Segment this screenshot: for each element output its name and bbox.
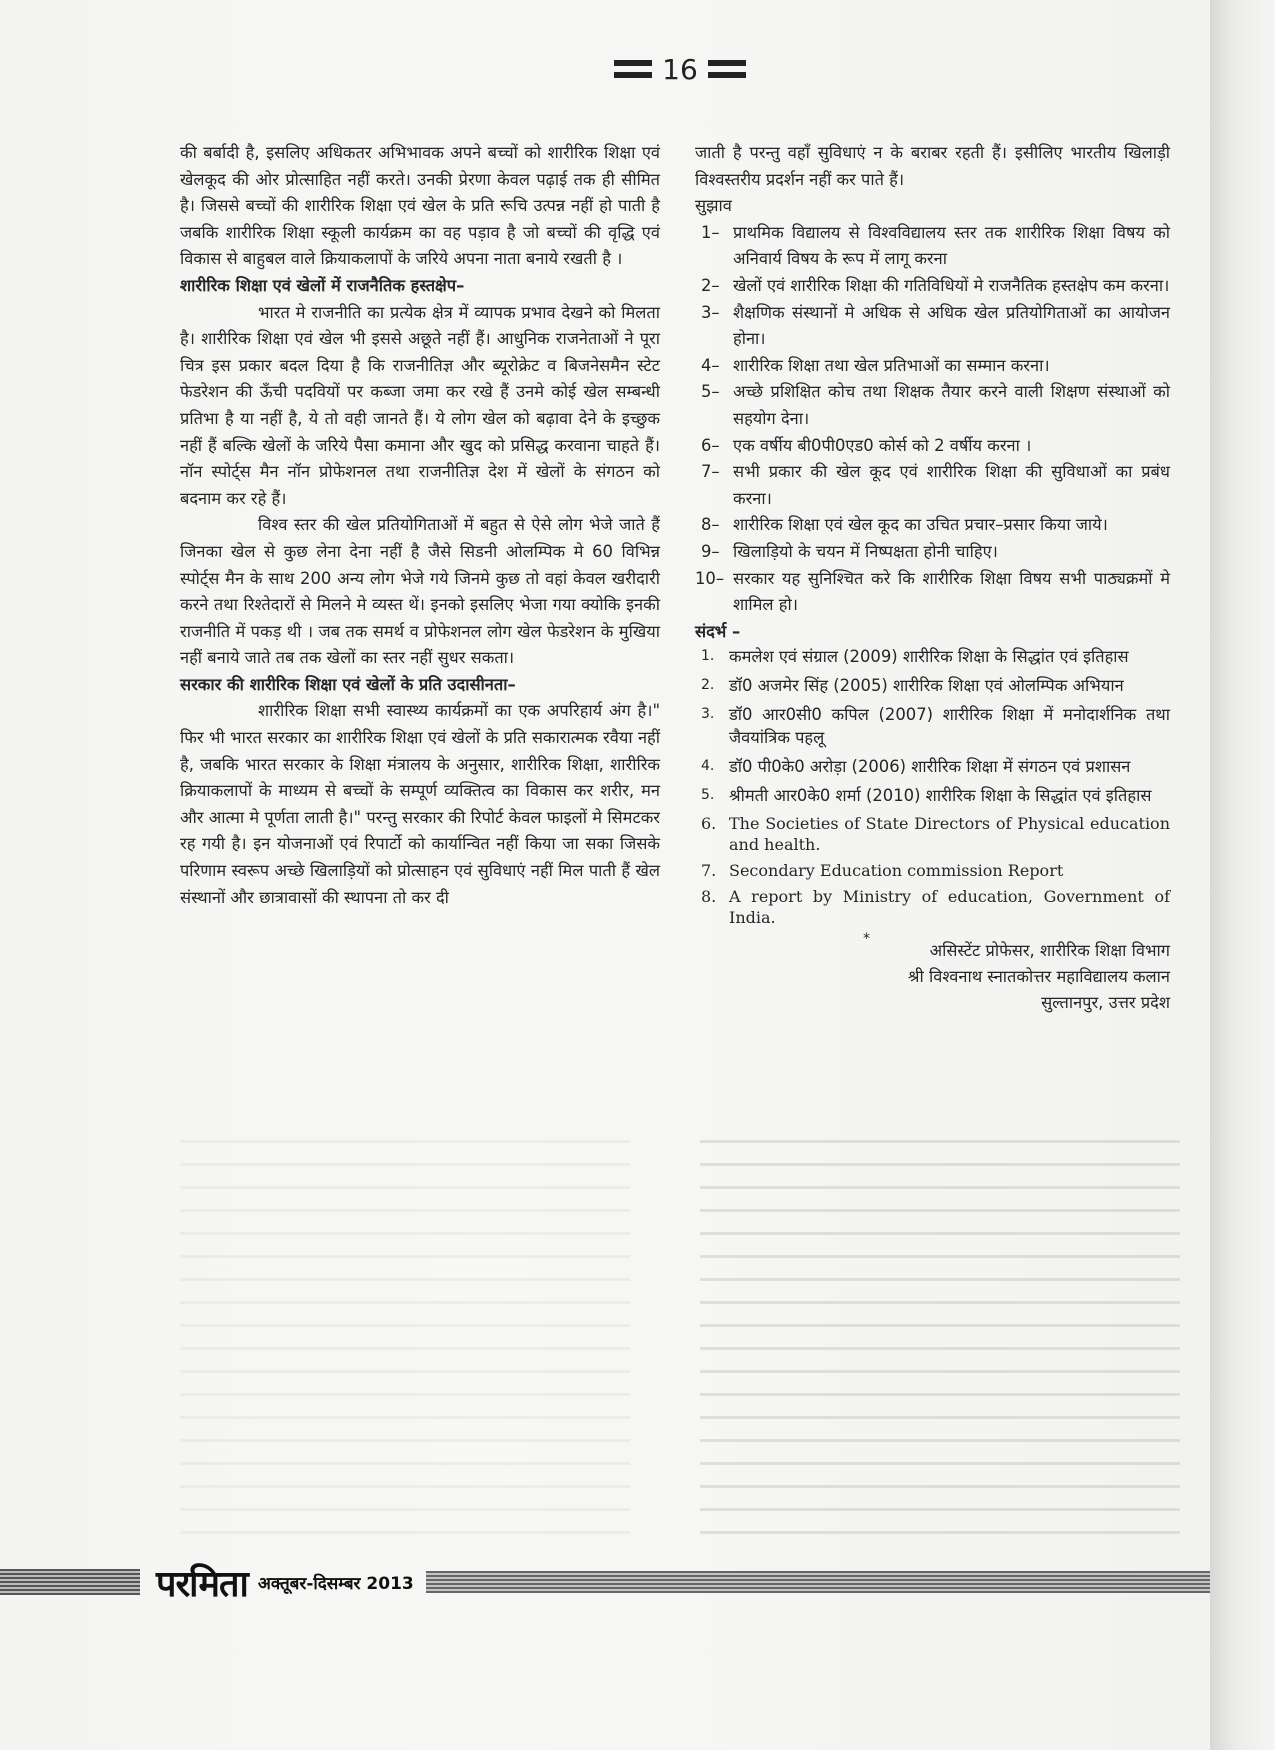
paragraph: जाती है परन्तु वहाँ सुविधाएं न के बराबर रहती हैं। इसीलिए भारतीय खिलाड़ी विश्वस्तरीय प्रदर्शन नहीं कर पाते हैं। — [695, 143, 1170, 189]
affiliation-line: असिस्टेंट प्रोफेसर, शारीरिक शिक्षा विभाग — [929, 941, 1170, 961]
paragraph: की बर्बादी है, इसलिए अधिकतर अभिभावक अपने बच्चों को शारीरिक शिक्षा एवं खेलकूद की ओर प्रोत्साहित नहीं करते। उनकी प्रेरणा केवल पढ़ाई तक ही सीमित है। जिससे बच्चों की शारीरिक शिक्षा एवं खेल के प्रति रूचि उत्पन्न नहीं हो पाती है जबकि शारीरिक शिक्षा स्कूली कार्यक्रम का वह पड़ाव है जो बच्चों की वृद्धि एवं विकास से बाहुबल वाले क्रियाकलापों के जरिये अपना नाता बनाये रखती है । — [180, 143, 660, 269]
list-item: 8– शारीरिक शिक्षा एवं खेल कूद का उचित प्रचार–प्रसार किया जाये। — [701, 515, 1108, 535]
page-footer — [0, 1562, 1210, 1605]
bleed-through-text-left — [180, 1120, 630, 1540]
list-item: 10– सरकार यह सुनिश्चित करे कि शारीरिक शिक्षा विषय सभी पाठ्यक्रमों मे शामिल हो। — [695, 568, 1170, 615]
reference-item: 8. A report by Ministry of education, Government of India. — [701, 887, 1170, 928]
footer-stripe-right — [426, 1571, 1210, 1593]
page-edge-shadow — [1210, 0, 1275, 1750]
paragraph: विश्व स्तर की खेल प्रतियोगिताओं में बहुत से ऐसे लोग भेजे जाते हैं जिनका खेल से कुछ लेना देना नहीं है जैसे सिडनी ओलम्पिक मे 60 विभिन्न स्पोर्ट्स मैन के साथ 200 अन्य लोग भेजे गये जिनमे कुछ तो वहां केवल खरीदारी करने तथा रिश्तेदारों से मिलने मे व्यस्त थें। इनको इसलिए भेजा गया क्योकि इनकी राजनीति में पकड़ थी । जब तक समर्थ व प्रोफेशनल लोग खेल फेडरेशन के मुखिया नहीं बनाये जाते तब तक खेलों का स्तर नहीं सुधर सकता। — [180, 515, 660, 668]
list-item: 4– शारीरिक शिक्षा तथा खेल प्रतिभाओं का सम्मान करना। — [701, 355, 1050, 375]
paragraph: भारत मे राजनीति का प्रत्येक क्षेत्र में व्यापक प्रभाव देखने को मिलता है। शारीरिक शिक्षा एवं खेल भी इससे अछूते नहीं हैं। आधुनिक राजनेताओं ने पूरा चित्र इस प्रकार बदल दिया है कि राजनीतिज्ञ और ब्यूरोक्रेट व बिजनेसमैन स्टेट फेडरेशन की ऊँची पदवियों पर कब्जा जमा कर रखे हैं उनमे कोई खेल सम्बन्धी प्रतिभा है या नहीं है, ये तो वही जानते हैं। ये लोग खेल को बढ़ावा देने के इच्छुक नहीं हैं बल्कि खेलों के जरिये पैसा कमाना और खुद को प्रसिद्ध करवाना चाहते हैं। नॉन स्पोर्ट्स मैन नॉन प्रोफेशनल तथा राजनीतिज्ञ देश में खेलों के संगठन को बदनाम कर रहे हैं। — [180, 302, 660, 508]
page-number: 16 — [662, 52, 698, 86]
page-number-ornament — [600, 44, 760, 94]
section-heading: सरकार की शारीरिक शिक्षा एवं खेलों के प्रति उदासीनता– — [180, 674, 516, 694]
section-heading: शारीरिक शिक्षा एवं खेलों में राजनैतिक हस्तक्षेप– — [180, 275, 465, 295]
left-column — [180, 140, 660, 911]
reference-item: 1. कमलेश एवं संग्राल (2009) शारीरिक शिक्षा के सिद्धांत एवं इतिहास — [701, 647, 1129, 667]
list-item: 5– अच्छे प्रशिक्षित कोच तथा शिक्षक तैयार करने वाली शिक्षण संस्थाओं को सहयोग देना। — [701, 382, 1170, 428]
affiliation-line: सुल्तानपुर, उत्तर प्रदेश — [1041, 993, 1170, 1013]
ornament-bars-left — [614, 60, 652, 78]
ornament-bars-right — [708, 60, 746, 78]
journal-logo: परमिता — [156, 1563, 248, 1605]
reference-item: 3. डॉ0 आर0सी0 कपिल (2007) शारीरिक शिक्षा में मनोदार्शनिक तथा जैवयांत्रिक पहलू — [701, 705, 1170, 748]
reference-item: 4. डॉ0 पी0के0 अरोड़ा (2006) शारीरिक शिक्षा में संगठन एवं प्रशासन — [701, 757, 1131, 777]
list-item: 6– एक वर्षीय बी0पी0एड0 कोर्स को 2 वर्षीय करना । — [701, 435, 1032, 455]
list-item: 9– खिलाड़ियो के चयन में निष्पक्षता होनी चाहिए। — [701, 541, 998, 561]
reference-item: 6. The Societies of State Directors of Physical education and health. — [701, 814, 1170, 855]
right-column — [695, 140, 1170, 1016]
list-item: 7– सभी प्रकार की खेल कूद एवं शारीरिक शिक्षा की सुविधाओं का प्रबंध करना। — [701, 462, 1170, 508]
suggestions-list — [695, 220, 1170, 619]
author-affiliation — [695, 931, 1170, 1016]
list-item: 1– प्राथमिक विद्यालय से विश्वविद्यालय स्तर तक शारीरिक शिक्षा विषय को अनिवार्य विषय के रूप में लागू करना — [701, 222, 1170, 269]
suggestions-heading: सुझाव — [695, 196, 732, 216]
bleed-through-text-right — [700, 1120, 1180, 1550]
issue-date: अक्तूबर-दिसम्बर 2013 — [257, 1573, 414, 1594]
list-item: 2– खेलों एवं शारीरिक शिक्षा की गतिविधियों मे राजनैतिक हस्तक्षेप कम करना। — [701, 275, 1170, 295]
paragraph: शारीरिक शिक्षा सभी स्वास्थ्य कार्यक्रमों का एक अपरिहार्य अंग है।" फिर भी भारत सरकार का शारीरिक शिक्षा एवं खेलों के प्रति सकारात्मक रवैया नहीं है, जबकि भारत सरकार के शिक्षा मंत्रालय के अनुसार, शारीरिक शिक्षा, शारीरिक क्रियाकलापों के माध्यम से बच्चों के सम्पूर्ण व्यक्तित्व का विकास कर शरीर, मन और आत्मा मे पूर्णता लाती है।" परन्तु सरकार की रिपोर्ट केवल फाइलों मे सिमटकर रह गयी है। इन योजनाओं एवं रिपार्टो को कार्यान्वित नहीं किया जा सका जिसके परिणाम स्वरूप अच्छे खिलाड़ियों को प्रोत्साहन एवं सुविधाएं नहीं मिल पाती हैं खेल संस्थानों और छात्रावासों की स्थापना तो कर दी — [180, 701, 660, 907]
list-item: 3– शैक्षणिक संस्थानों मे अधिक से अधिक खेल प्रतियोगिताओं का आयोजन होना। — [701, 302, 1170, 349]
footer-stripe-left — [0, 1569, 140, 1595]
affiliation-line: श्री विश्वनाथ स्नातकोत्तर महाविद्यालय कलान — [907, 967, 1170, 987]
reference-item: 2. डॉ0 अजमेर सिंह (2005) शारीरिक शिक्षा एवं ओलम्पिक अभियान — [701, 676, 1124, 696]
footnote-star: * — [863, 931, 870, 948]
reference-item: 7. Secondary Education commission Report — [701, 861, 1064, 881]
references-heading: संदर्भ – — [695, 621, 741, 641]
references-list — [695, 645, 1170, 928]
reference-item: 5. श्रीमती आर0के0 शर्मा (2010) शारीरिक शिक्षा के सिद्धांत एवं इतिहास — [701, 786, 1152, 806]
